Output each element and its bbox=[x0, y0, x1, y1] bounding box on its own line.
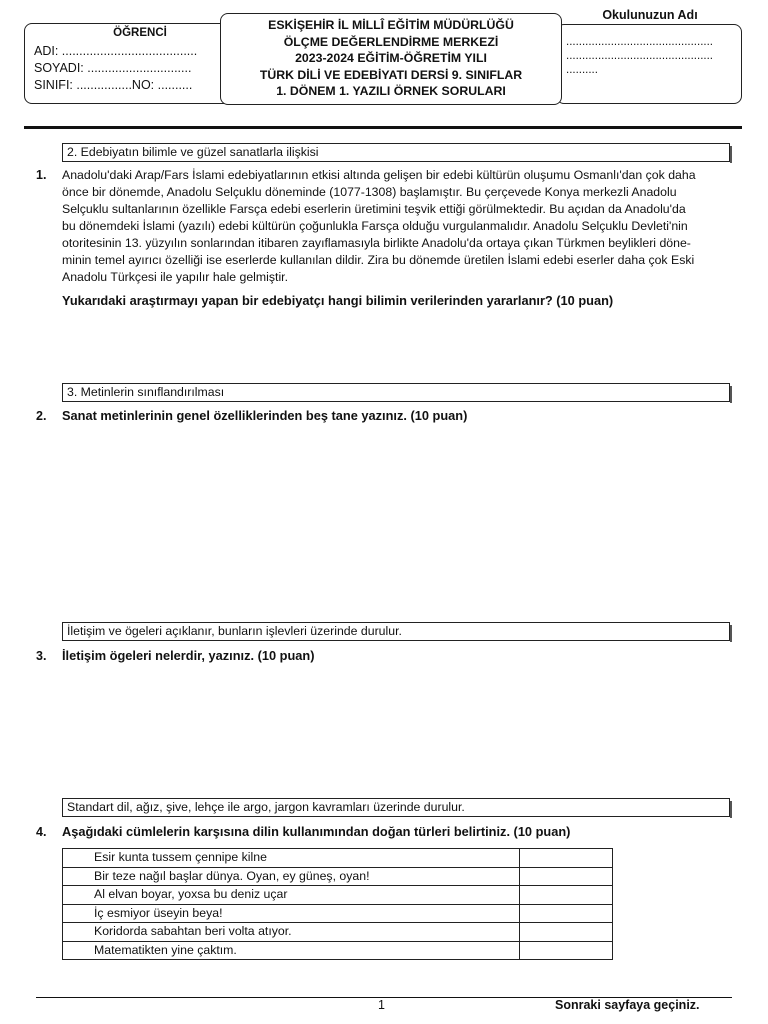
question-3-number: 3. bbox=[36, 649, 47, 663]
answer-cell[interactable] bbox=[520, 849, 613, 868]
next-page-note: Sonraki sayfaya geçiniz. bbox=[555, 998, 700, 1012]
table-row bbox=[63, 867, 613, 886]
paragraph-line: bu dönemdeki İslami (yazılı) edebi kültürün çoğunlukla Farsça olduğu vurgulanmalıdır. Anadolu Selçuklu Devleti'nin bbox=[62, 219, 688, 233]
exam-header-box bbox=[220, 13, 562, 105]
table-row bbox=[63, 849, 613, 868]
question-1-number: 1. bbox=[36, 168, 47, 182]
student-class-no-field[interactable]: SINIFI: ................NO: .......... bbox=[34, 78, 193, 92]
student-info-box bbox=[24, 23, 247, 104]
topic-bar-q4: Standart dil, ağız, şive, lehçe ile argo, jargon kavramları üzerinde durulur. bbox=[62, 798, 730, 817]
school-name-title: Okulunuzun Adı bbox=[560, 8, 740, 22]
table-row bbox=[63, 886, 613, 905]
paragraph-line: minin temel ayırıcı özelliği ise eserlerde kullanılan dildir. Zira bu dönemde üretilen İslami edebi eserler daha çok Eski bbox=[62, 253, 695, 267]
question-2-text: Sanat metinlerinin genel özelliklerinden beş tane yazınız. (10 puan) bbox=[62, 408, 468, 423]
exam-header-line-2: ÖLÇME DEĞERLENDİRME MERKEZİ bbox=[283, 34, 499, 49]
sentence-cell: İç esmiyor üseyin beya! bbox=[63, 904, 520, 923]
answer-cell[interactable] bbox=[520, 923, 613, 942]
paragraph-line: Selçuklu sultanlarının özellikle Farsça edebi eserlerin üretimini teşvik ettiği görülmektedir. Bu açıdan da Anadolu'da bbox=[62, 202, 686, 216]
exam-header-line-1: ESKİŞEHİR İL MİLLÎ EĞİTİM MÜDÜRLÜĞÜ bbox=[268, 18, 514, 32]
exam-header-line-4: TÜRK DİLİ VE EDEBİYATI DERSİ 9. SINIFLAR bbox=[259, 67, 523, 82]
paragraph-line: otoritesinin 13. yüzyılın sonlarından itibaren zayıflamasıyla birlikte Anadolu'da ortaya çıkan Türkmen beylikleri döne- bbox=[62, 236, 691, 250]
school-name-line-2[interactable]: .............................................. bbox=[566, 50, 713, 62]
sentence-cell: Matematikten yine çaktım. bbox=[63, 941, 520, 960]
question-4-number: 4. bbox=[36, 825, 47, 839]
sentence-cell: Esir kunta tussem çennipe kilne bbox=[63, 849, 520, 868]
paragraph-line: Anadolu'daki Arap/Fars İslami edebiyatlarının etkisi altında gelişen bir edebi kültürün oluşumu Osmanlı'dan çok daha bbox=[62, 168, 696, 182]
answer-cell[interactable] bbox=[520, 867, 613, 886]
student-name-field[interactable]: ADI: ....................................... bbox=[34, 44, 198, 58]
sentence-cell: Koridorda sabahtan beri volta atıyor. bbox=[63, 923, 520, 942]
answer-cell[interactable] bbox=[520, 886, 613, 905]
table-row bbox=[63, 941, 613, 960]
paragraph-line: önce bir dönemde, Anadolu Selçuklu döneminde (1077-1308) başlamıştır. Bu çerçevede Konya merkezli Anadolu bbox=[62, 185, 677, 199]
topic-bar-q3: İletişim ve ögeleri açıklanır, bunların işlevleri üzerinde durulur. bbox=[62, 622, 730, 641]
question-2-number: 2. bbox=[36, 409, 47, 423]
page-number: 1 bbox=[378, 998, 385, 1012]
exam-header-line-5: 1. DÖNEM 1. YAZILI ÖRNEK SORULARI bbox=[276, 84, 506, 98]
table-row bbox=[63, 904, 613, 923]
topic-bar-q1: 2. Edebiyatın bilimle ve güzel sanatlarla ilişkisi bbox=[62, 143, 730, 162]
sentence-cell: Al elvan boyar, yoxsa bu deniz uçar bbox=[63, 886, 520, 905]
answer-cell[interactable] bbox=[520, 904, 613, 923]
student-title: ÖĞRENCİ bbox=[113, 27, 167, 39]
answer-cell[interactable] bbox=[520, 941, 613, 960]
table-row bbox=[63, 923, 613, 942]
school-name-line-1[interactable]: .............................................. bbox=[566, 36, 713, 48]
question-4-text: Aşağıdaki cümlelerin karşısına dilin kullanımından doğan türleri belirtiniz. (10 puan) bbox=[62, 824, 571, 839]
question-1-text: Yukarıdaki araştırmayı yapan bir edebiyatçı hangi bilimin verilerinden yararlanır? (10 puan) bbox=[62, 293, 614, 308]
school-name-box bbox=[556, 24, 742, 104]
student-surname-field[interactable]: SOYADI: .............................. bbox=[34, 61, 192, 75]
paragraph-line: Anadolu Türkçesi ile yapılır hale gelmiştir. bbox=[62, 270, 289, 284]
sentence-cell: Bir teze nağıl başlar dünya. Oyan, ey güneş, oyan! bbox=[63, 867, 520, 886]
question-3-text: İletişim ögeleri nelerdir, yazınız. (10 puan) bbox=[62, 648, 315, 663]
language-types-table bbox=[62, 848, 613, 960]
exam-header-line-3: 2023-2024 EĞİTİM-ÖĞRETİM YILI bbox=[295, 51, 487, 65]
school-name-line-3[interactable]: .......... bbox=[566, 64, 598, 76]
topic-bar-q2: 3. Metinlerin sınıflandırılması bbox=[62, 383, 730, 402]
header-divider bbox=[24, 126, 742, 129]
question-1-paragraph bbox=[62, 167, 738, 286]
